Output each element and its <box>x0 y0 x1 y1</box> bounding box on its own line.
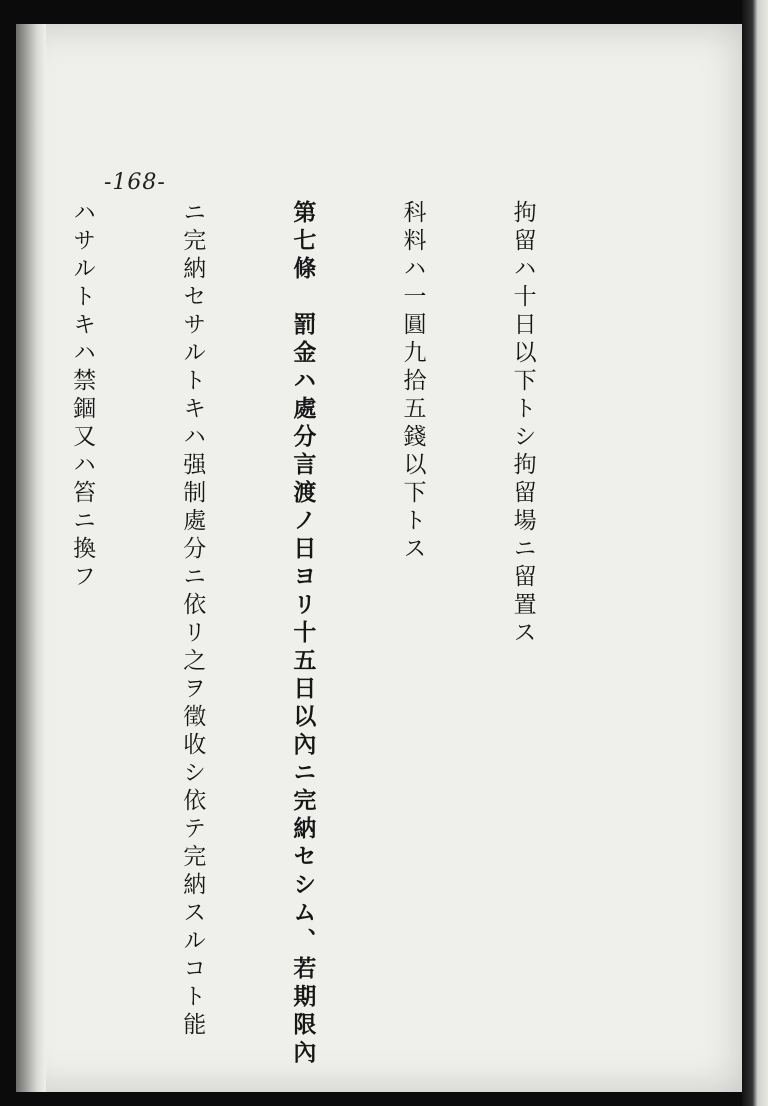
text-line: ニ完納セサルトキハ强制處分ニ依リ之ヲ徵收シ依テ完納スルコト能 <box>179 200 206 1040</box>
page-number: -168- <box>104 170 166 195</box>
text-line: 科料ハ一圓九拾五錢以下トス <box>399 200 426 564</box>
text-line: 拘留ハ十日以下トシ拘留場ニ留置ス <box>509 200 536 648</box>
body-text <box>69 200 614 1068</box>
article-7-line: 第七條 罰金ハ處分言渡ノ日ヨリ十五日以內ニ完納セシム、若期限內 <box>289 200 317 1068</box>
adjacent-page-edge <box>742 0 768 1106</box>
text-line: ハサルトキハ禁錮又ハ笞ニ換フ <box>69 200 96 592</box>
